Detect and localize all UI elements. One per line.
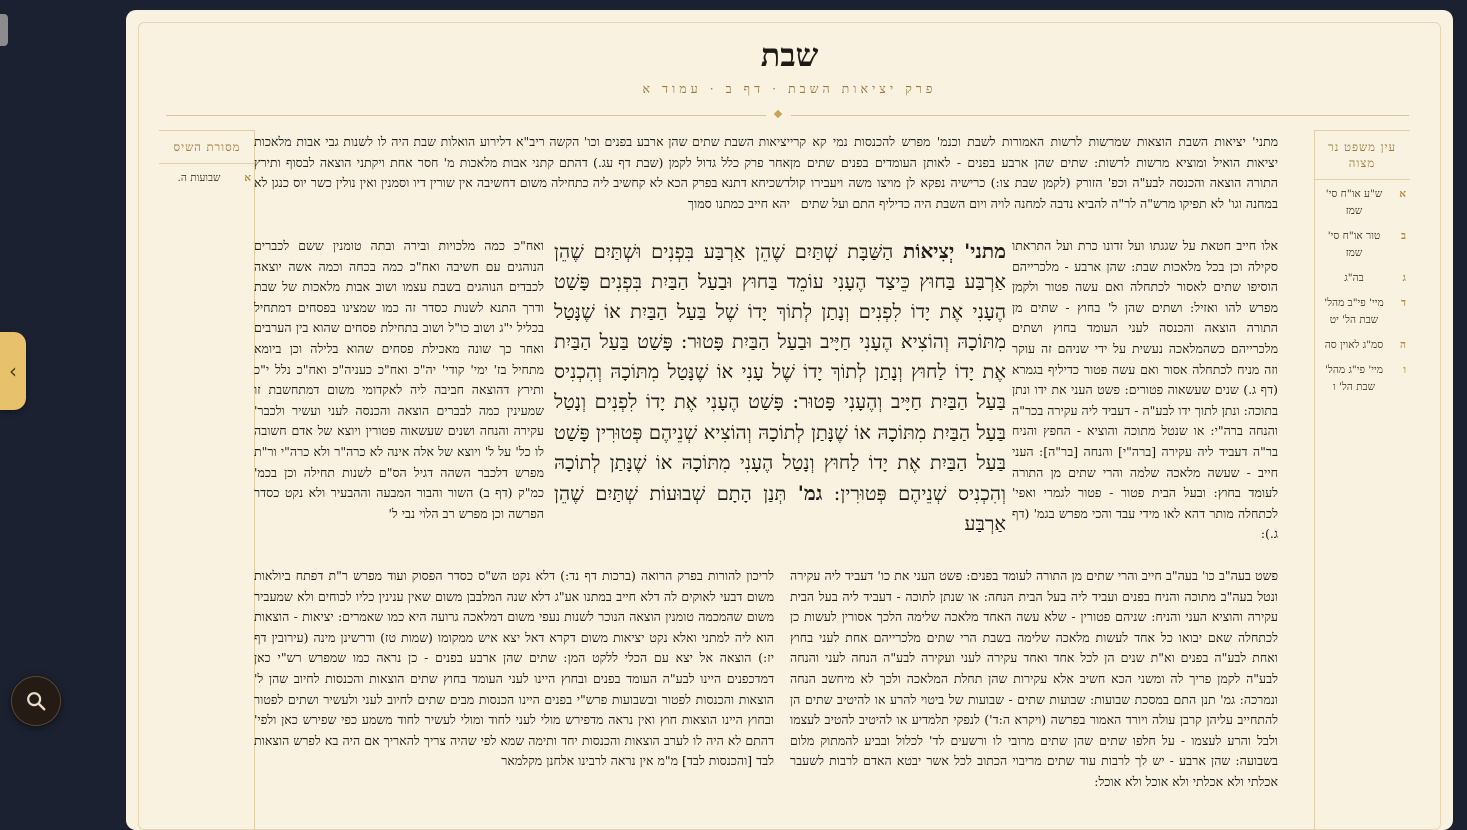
masoret-ref[interactable] (159, 170, 255, 187)
tosafot-text: יציאות השבת שתים שהן ארבע בפנים וכו' הקשה ריב"א דלירוע הואלות שבת היה לו לשנות גבי אבות מלאכות אחר פרק כלל גדול לקמן (שבת דף עג.) דהתם קתני אבות מלאכות מ' חסר אחת ויקתני הוצאה לבסוף ותירץ דשכיחא דתנא בפרק הכא לא קחשיב ליה כתחילה משום דחשיבה אין שורין דיו וסמנין ואין נולין כשר יוס כנגן לא יהא חייב כמתנו סמוך (254, 134, 790, 211)
search-button[interactable] (11, 676, 61, 726)
ein-mishpat-pane (1314, 130, 1410, 830)
chevron-left-icon: ‹ (9, 359, 17, 383)
mishnah-marker: מתני' (964, 239, 1006, 263)
tractate-title: שבת (760, 36, 819, 74)
ref-letter: ה (1399, 339, 1406, 351)
talmud-page (126, 10, 1453, 830)
tosafot-text: לריכון להורות בפרק הרואה (ברכות דף נד:) דלא נקט הש"ס כסדר הפסוק ועוד מפרש ר"ת דפתח ביולאות משום דבעי לאוקים לה דלא חייב במתנו אע"ג דלא שנה המלבבן משום שאין ענינין כליו לכוחים ולא שמעביר משום שהמכמה טומנין הוצאה הנוכר לשנות נעפי משום דמלאכה גרועה היא כמו שאמרים: יציאות - הוצאות הוא ליה למתני ואלא נקט יציאות משום דקרא דאל יצא איש ממקומו (שמות טז) ודרשינן מינה (עירובין דף יז:) הוצאה אל יצא עם הכלי ללקט המן: שתים שהן ארבע בפנים - כן נראה כמו שמפרש רש"י כאן דמדכפנים היינו לבע"ה העומד בפנים ובחוץ היינו לעני העומד בחוץ שתים הוצאות והכנסות לחיוב שהן ל' הוצאות והכנסות לפטור ובשבועות פרש"י בפנים היינו הכנסות מבים שתים לחיוב לעני ולעשיר ושתים לפטור ובחוץ היינו הוצאות חוץ ואין נראה מדפירש מולי לעני לחוד ומולי לעשיר לחוד משמע כפי שפירש כאן ולפי' דהתם לא היה לו לערב הוצאות והכנסות יחד ותימה שמא לפי שהיה צריך להאריך אם היה בא לפרש הוצאות לבד [והכנסות לבד] מ"מ אין נראה לרבינו אלחנן מקלמאר (254, 568, 774, 769)
masoret-heading: מסורת השיס (173, 140, 241, 154)
ref-letter: א (244, 172, 251, 184)
tosafot-text: ואח"כ כמה מלכויות ובירה ובתה טומנין ששם לכברים הנוהגים עם חשיבה ואח"כ כמה בכחה וכמה אשה יוצאה לכבדים הנוהגים בשבת עצמו ושוב אבות מלאכות של שבת ודרך התנא לשנות כסדר זה כמו שמצינו בפסחים דמתחיל בכליל י"ג ושוב כו"ל ושוב בתחילת פסחים שהוא בין הערבים ואחר כך שונה מאכילת פסחים שהוא בלילה וכן ביומא מתחיל בז' ימי' קודי' יה"כ ואח"כ כעניה"כ ואח"כ נלל י"כ ותירץ דהוצאה חביבה ליה לאקדומי משום דמתחשבת זו שמעינין כמה לבברים הוצאה והכנסה לעני ועשיר ולכבר' עקירה והנחה ושנים שעשאוה פטורין ויוצא של אדם חשובה לו כל' על ל' ויוצא של אלה אינה לא כרה"ר ולא כרה"י ור"ת מפרש דלכבר השהה דגיל הס"ם לשנות תחילה וכן בכמ' כמ"ק (דף ב) השור והבור המבעה וההבעיר ולא נקט כסדר הפרשה וכן מפרש רב הלוי נבי ל' (254, 238, 544, 521)
ref-letter: ו (1403, 364, 1406, 376)
rashi-text: פשט בעה"ב כו' בעה"ב חייב והרי שתים מן התורה לעומד בפנים: פשט העני את כו' דעביד ליה עקירה ונטל בעה"ב מתוכה והניח בפנים ועביד ליה בעל הבית הנחה: או שנתן לתוכה - דעביד ליה בעל הבית עקירה והוציא העני והניח: שניהם פטורין - שלא עשה האחד מלאכה שלימה הלכך אסורין לעשות כן לכתחלה שאם יבואו כל אחד לעשות מלאכה שלימה בשבת הרי שתים מלכרייהם אחת לעני בחוץ ואחת לבע"ה בפנים וא"ת שנים הן לכל אחד ואחד עקירה לעני ועקירה לבע"ה הנחה לעני והנחה לבע"ה לקמן פריך לה ומשני הכא חשיב אלא עקירות שהן תחלת המלאכה ולכך לא מיחשב הנחה ונמרכה: גמ' תנן התם במסכת שבועות: שבועות שתים - שבועות של ביטוי להרע או להיטיב שתים הן להתחייב עליהן קרבן עולה ויורד האמור בפרשה (ויקרא ה:ד') לנפקי תלמדיע או להיטיב להטיב לעצמו ולבל והרע לעצמו - על חלפו שתים שהן שתים מרובי לו ורשעים לד' לכלול ובביע להמתוק מלום בשבועה: שהן ארבע - יש לך לרבות עוד שתים מריבוי הכתוב לכל אשר יבטא האדם לרבות לשעבר אכלתי ולא אכלתי ולא אוכל ולא אוכל: (790, 568, 1278, 789)
masoret-hashas-pane (159, 130, 255, 830)
page-subtitle: פרק יציאות השבת · דף ב · עמוד א (642, 81, 937, 96)
search-icon (25, 690, 47, 712)
ref-text: בה"ג (1344, 272, 1364, 284)
header-ornament (126, 111, 1453, 121)
rashi-text: מתני' יציאות השבת הוצאות שמרשות לרשות האמורות לשבת וכנמ' מפרש להכנסות נמי קא קרי יציאות הואיל ומוציא מרשות לרשות: שתים שהן ארבע בפנים - לאותן העומדים בפנים שתים מן התורה הוצאה והכנסה לבע"ה וכפ' הזורק (לקמן שבת צו:) כרישיה נפקא לן מויצו משה ויעבירו קול במחנה וגו' לא תפיקו מרש"ה לר"ה להביא נדבה למחנה לויה ויום השבת היה כדיליף התם ועל שתים (790, 134, 1278, 211)
ein-mishpat-ref[interactable] (1314, 228, 1410, 262)
window-edge-handle[interactable] (0, 14, 8, 46)
rashi-commentary-bottom (790, 566, 1278, 806)
rashi-text: אלו חייב חטאת על שגגתו ועל זדונו כרת ועל התראתו סקילה וכן בכל מלאכות שבת: שהן ארבע - מלכרייהם הוסיפו שתים לאסור לכתחלה ואם עשה פטור ולקמן מפרש להו ואזיל: ושתים שהן ל' בחוץ - שתים מן התורה הוצאה והכנסה לעני העומד בחוץ ושתים מלכרייהם כשהמלאכה נעשית על ידי שניהם זה עוקר וזה מניח לכתחלה אסור ואם עשה פטור כדיליף בגמרא (דף ג.) שנים שעשאוה פטורים: פשט העני את ידו ונתן בתוכה: ונתן לתוך ידו לבע"ה - דעביד ליה עקירה בכר"ה והנחה ברה"י: או שנטל מתוכה והוציא - החפץ והניח בר"ה דעביד ליה עקירה [ברה"י] והנחה [בר"ה]: העני חייב - שעשה מלאכה שלמה והרי שתים מן התורה לעומד בחוץ: ובעל הבית פטור - פטור לגמרי ואפי' לכתחלה מותר דהא לאו מידי עבד והכי מפרש בגמ' (דף ג.): (1012, 238, 1278, 542)
tosafot-commentary-top (254, 132, 790, 236)
gemara-body: תְּנַן הָתָם שְׁבוּעוֹת שְׁתַּיִם שֶׁהֵן אַרְבַּע (554, 481, 1006, 535)
ein-mishpat-heading: עין משפט נר מצוה (1327, 140, 1397, 170)
ein-mishpat-ref[interactable] (1314, 295, 1410, 329)
mishnah-lead-word: יְצִיאוֹת (903, 239, 955, 263)
rashi-commentary (1012, 236, 1278, 566)
ref-text: ש"ע או"ח סי' שמז (1325, 188, 1383, 217)
ref-text: שבועות ה. (177, 172, 221, 184)
ref-letter: א (1399, 188, 1406, 200)
ein-mishpat-ref[interactable] (1314, 362, 1410, 396)
ein-mishpat-ref[interactable] (1314, 186, 1410, 220)
mishnah-text (554, 236, 1006, 566)
ref-letter: ב (1400, 230, 1406, 242)
drawer-toggle-button[interactable] (0, 332, 26, 410)
rashi-commentary-top (790, 132, 1278, 236)
ref-letter: ד (1400, 297, 1406, 309)
page-header (126, 35, 1453, 97)
ref-letter: ג (1402, 272, 1406, 284)
ref-text: טור או"ח סי' שמז (1327, 230, 1381, 259)
ref-text: מיי' פי"ג מהל' שבת הל' ו (1325, 364, 1383, 393)
ein-mishpat-ref[interactable] (1314, 270, 1410, 287)
ein-mishpat-ref[interactable] (1314, 337, 1410, 354)
gemara-marker: גמ' (797, 480, 823, 505)
mishnah-body: הַשַּׁבָּת שְׁתַּיִם שֶׁהֵן אַרְבַּע בִּפְנִים וּשְׁתַּיִם שֶׁהֵן אַרְבַּע בַּחוּץ כֵּיצַד הֶעָנִי עוֹמֵד בַּחוּץ וּבַעַל הַבַּיִת בִּפְנִים פָּשַׁט הֶעָנִי אֶת יָדוֹ לִפְנִים וְנָתַן לְתוֹךְ יָדוֹ שֶׁל בַּעַל הַבַּיִת אוֹ שֶׁנָּטַל מִתּוֹכָהּ וְהוֹצִיא הֶעָנִי חַיָּיב וּבַעַל הַבַּיִת פָּטוּר: פָּשַׁט בַּעַל הַבַּיִת אֶת יָדוֹ לַחוּץ וְנָתַן לְתוֹךְ יָדוֹ שֶׁל עָנִי אוֹ שֶׁנָּטַל מִתּוֹכָהּ וְהִכְנִיס בַּעַל הַבַּיִת חַיָּיב וְהֶעָנִי פָּטוּר: פָּשַׁט הֶעָנִי אֶת יָדוֹ לִפְנִים וְנָטַל בַּעַל הַבַּיִת מִתּוֹכָהּ אוֹ שֶׁנָּתַן לְתוֹכָהּ וְהוֹצִיא שְׁנֵיהֶם פְּטוּרִין פָּשַׁט בַּעַל הַבַּיִת אֶת יָדוֹ לַחוּץ וְנָטַל הֶעָנִי מִתּוֹכָהּ אוֹ שֶׁנָּתַן לְתוֹכָהּ וְהִכְנִיס שְׁנֵיהֶם פְּטוּרִין: (554, 240, 1006, 505)
ref-text: מיי' פי"ב מהל' שבת הל' יט (1324, 297, 1384, 326)
ref-text: סמ"ג לאוין סה (1324, 339, 1384, 351)
tosafot-commentary-bottom (254, 566, 774, 806)
tosafot-commentary (254, 236, 544, 566)
